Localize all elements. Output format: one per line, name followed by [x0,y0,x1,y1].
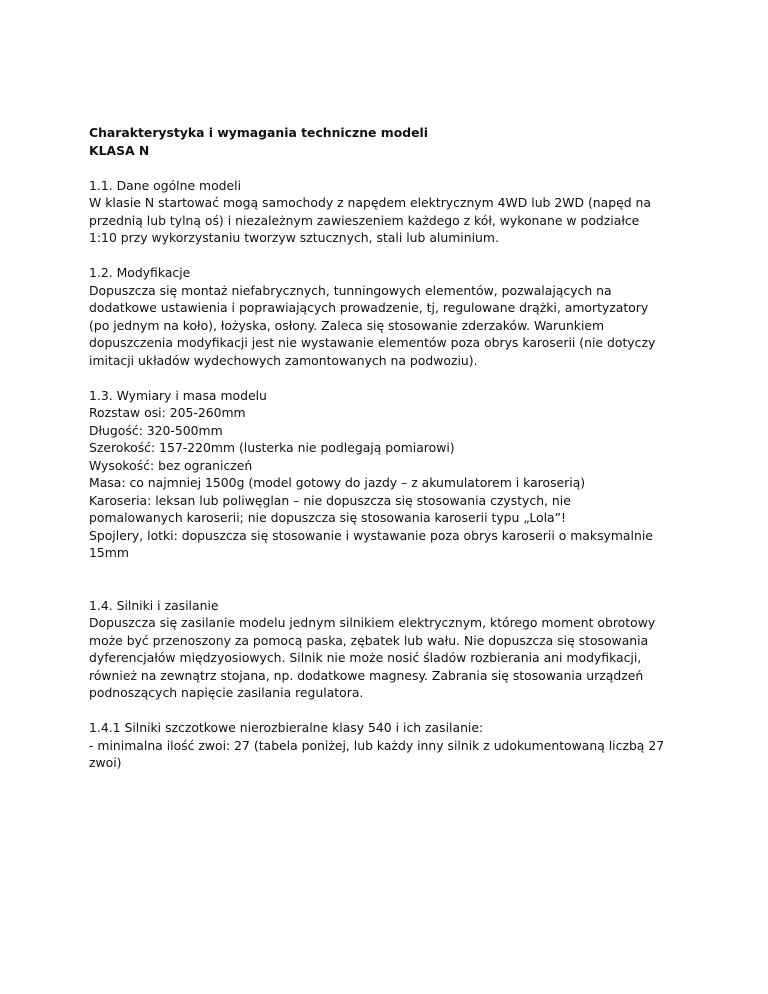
paragraph-line: również na zewnątrz stojana, np. dodatkowe magnesy. Zabrania się stosowania urządzeń [89,667,644,683]
spec-line: Masa: co najmniej 1500g (model gotowy do jazdy – z akumulatorem i karoserią) [89,475,586,490]
paragraph-line: (po jednym na koło), łożyska, osłony. Zaleca się stosowanie zderzaków. Warunkiem [89,317,605,333]
spec-line: Karoseria: leksan lub poliwęglan – nie dopuszcza się stosowania czystych, nie [89,492,571,508]
paragraph-line: imitacji układów wydechowych zamontowanych na podwoziu). [89,352,478,368]
document-title [89,124,714,159]
section-1-4-1-brushed-motors [89,719,714,772]
spec-line: pomalowanych karoserii; nie dopuszcza się stosowania karoserii typu „Lola”! [89,510,567,525]
spec-line: Wysokość: bez ograniczeń [89,457,253,473]
section-1-2-modifications [89,264,714,369]
paragraph-line: dopuszczenia modyfikacji jest nie wystawanie elementów poza obrys karoserii (nie dotyczy [89,335,656,350]
paragraph-line: - minimalna ilość zwoi: 27 (tabela poniżej, lub każdy inny silnik z udokumentowaną liczbą 27 [89,737,665,753]
paragraph-line: podnoszących napięcie zasilania regulatora. [89,685,364,700]
section-1-1-general [89,177,714,247]
paragraph-line: 1:10 przy wykorzystaniu tworzyw sztucznych, stali lub aluminium. [89,230,499,245]
paragraph-line: Dopuszcza się montaż niefabrycznych, tunningowych elementów, pozwalających na [89,282,612,298]
section-heading: 1.1. Dane ogólne modeli [89,177,242,193]
title-line-1: Charakterystyka i wymagania techniczne modeli [89,125,428,140]
section-heading: 1.2. Modyfikacje [89,265,191,280]
section-1-4-motors [89,597,714,702]
paragraph-line: dyferencjałów międzyosiowych. Silnik nie może nosić śladów rozbierania ani modyfikacji, [89,650,642,665]
paragraph-line: zwoi) [89,755,122,770]
section-heading: 1.4. Silniki i zasilanie [89,597,219,613]
paragraph-line: W klasie N startować mogą samochody z napędem elektrycznym 4WD lub 2WD (napęd na [89,195,651,210]
spec-line: Szerokość: 157-220mm (lusterka nie podlegają pomiarowi) [89,440,455,455]
paragraph-line: może być przenoszony za pomocą paska, zębatek lub wału. Nie dopuszcza się stosowania [89,632,649,648]
title-line-2: KLASA N [89,142,150,158]
section-heading: 1.3. Wymiary i masa modelu [89,387,267,403]
spec-line: Długość: 320-500mm [89,422,223,438]
spec-line: Spojlery, lotki: dopuszcza się stosowanie i wystawanie poza obrys karoserii o maksymalnie [89,527,653,543]
paragraph-line: przednią lub tylną oś) i niezależnym zawieszeniem każdego z kół, wykonane w podziałce [89,212,640,228]
section-heading: 1.4.1 Silniki szczotkowe nierozbieralne klasy 540 i ich zasilanie: [89,720,484,735]
paragraph-line: dodatkowe ustawienia i poprawiających prowadzenie, tj, regulowane drążki, amortyzatory [89,300,649,315]
spec-line: 15mm [89,545,129,560]
paragraph-line: Dopuszcza się zasilanie modelu jednym silnikiem elektrycznym, którego moment obrotowy [89,615,656,630]
document-page [89,124,714,772]
section-1-3-dimensions [89,387,714,562]
spec-line: Rozstaw osi: 205-260mm [89,405,246,420]
